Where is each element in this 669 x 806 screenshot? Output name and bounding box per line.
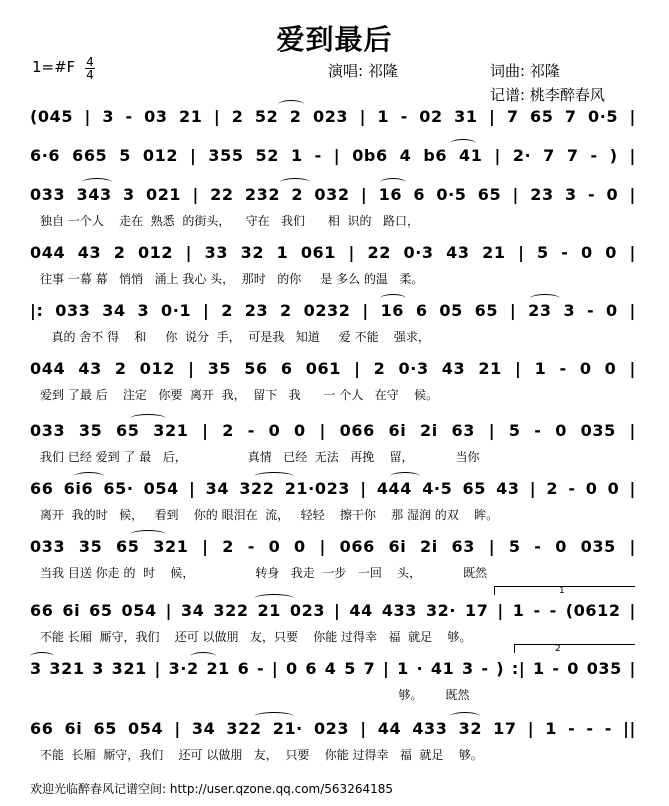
- notation-line-7: 033 35 65 321 | 2 - 0 0 | 066 6i 2i 63 | 5 - 0 035 |: [30, 421, 636, 440]
- lyrics-line-8: 离开 我的时 候， 看到 你的 眼泪在 流， 轻轻 擦干你 那 湿润 的双 眸。: [40, 508, 499, 522]
- slur: [450, 139, 476, 148]
- lyrics-line-10: 不能 长厢 厮守，我们 还可 以做朋 友，只要 你能 过得幸 福 就足 够。: [40, 630, 472, 644]
- lyrics-line-7: 我们 已经 爱到 了 最 后， 真情 已经 无法 再挽 留， 当你: [40, 450, 480, 464]
- notation-line-1: (045 | 3 - 03 21 | 2 52 2 023 | 1 - 02 31 | 7 65 7 0·5 |: [30, 107, 636, 126]
- notation-line-2: 6·6 665 5 012 | 355 52 1 - | 0b6 4 b6 41 | 2· 7 7 - ) |: [30, 146, 636, 165]
- slur: [190, 652, 216, 661]
- slur: [82, 178, 112, 187]
- lyrics-line-6: 爱到 了最 后 注定 你要 离开 我， 留下 我 一 个人 在守 候。: [40, 388, 439, 402]
- transcriber-credit: 记谱: 桃李醉春风: [490, 86, 605, 104]
- notation-line-4: 044 43 2 012 | 33 32 1 061 | 22 0·3 43 21 | 5 - 0 0 |: [30, 243, 636, 262]
- time-signature: [84, 56, 96, 81]
- first-ending-number: 1: [559, 586, 565, 596]
- slur: [380, 178, 406, 187]
- slur: [30, 652, 54, 661]
- notation-line-6: 044 43 2 012 | 35 56 6 061 | 2 0·3 43 21 | 1 - 0 0 |: [30, 359, 636, 378]
- slur: [278, 100, 304, 109]
- slur: [130, 414, 166, 423]
- key-signature: 1=#F: [32, 58, 76, 76]
- singer-credit: 演唱: 祁隆: [328, 62, 398, 80]
- notation-line-3: 033 343 3 021 | 22 232 2 032 | 16 6 0·5 65 | 23 3 - 0 |: [30, 185, 636, 204]
- second-ending-number: 2: [555, 644, 561, 654]
- notation-line-9: 033 35 65 321 | 2 - 0 0 | 066 6i 2i 63 | 5 - 0 035 |: [30, 537, 636, 556]
- second-ending-bracket: [514, 644, 635, 653]
- slur: [254, 594, 294, 603]
- lyrics-line-3: 独自 一个人 走在 熟悉 的街头， 守在 我们 相 识的 路口，: [40, 214, 419, 228]
- song-title: 爱到最后: [276, 23, 393, 56]
- slur: [74, 472, 104, 481]
- lyrics-line-12: 不能 长厢 厮守，我们 还可 以做朋 友， 只要 你能 过得幸 福 就足 够。: [40, 748, 483, 762]
- first-ending-bracket: [494, 586, 635, 595]
- notation-line-5: |: 033 34 3 0·1 | 2 23 2 0232 | 16 6 05 65 | 23 3 - 0 |: [30, 301, 636, 320]
- slur: [254, 472, 294, 481]
- slur: [450, 712, 480, 721]
- composer-credit: 词曲: 祁隆: [490, 62, 560, 80]
- time-signature-bottom: 4: [86, 68, 94, 82]
- slur: [390, 472, 420, 481]
- slur: [530, 294, 560, 303]
- slur: [380, 294, 406, 303]
- lyrics-line-11: 够。 既然: [40, 688, 470, 702]
- notation-line-11: 3 321 3 321 | 3·2 21 6 - | 0 6 4 5 7 | 1 · 41 3 - ) :| 1 - 0 035 |: [30, 659, 636, 678]
- notation-line-10: 66 6i 65 054 | 34 322 21 023 | 44 433 32· 17 | 1 - - (0612 |: [30, 601, 636, 620]
- lyrics-line-9: 当我 目送 你走 的 时 候， 转身 我走 一步 一回 头， 既然: [40, 566, 488, 580]
- slur: [280, 178, 310, 187]
- notation-line-8: 66 6i6 65· 054 | 34 322 21·023 | 444 4·5 65 43 | 2 - 0 0 |: [30, 479, 636, 498]
- footer-credit: 欢迎光临醉春风记谱空间: http://user.qzone.qq.com/563264185: [30, 782, 394, 796]
- time-signature-top: 4: [86, 55, 94, 69]
- slur: [130, 530, 166, 539]
- lyrics-line-5: 真的 舍不 得 和 你 说分 手， 可是我 知道 爱 不能 强求，: [40, 330, 430, 344]
- notation-line-12: 66 6i 65 054 | 34 322 21· 023 | 44 433 32 17 | 1 - - - ||: [30, 719, 636, 738]
- slur: [254, 712, 294, 721]
- lyrics-line-4: 往事 一幕 幕 悄悄 涌上 我心 头， 那时 的你 是 多么 的温 柔。: [40, 272, 424, 286]
